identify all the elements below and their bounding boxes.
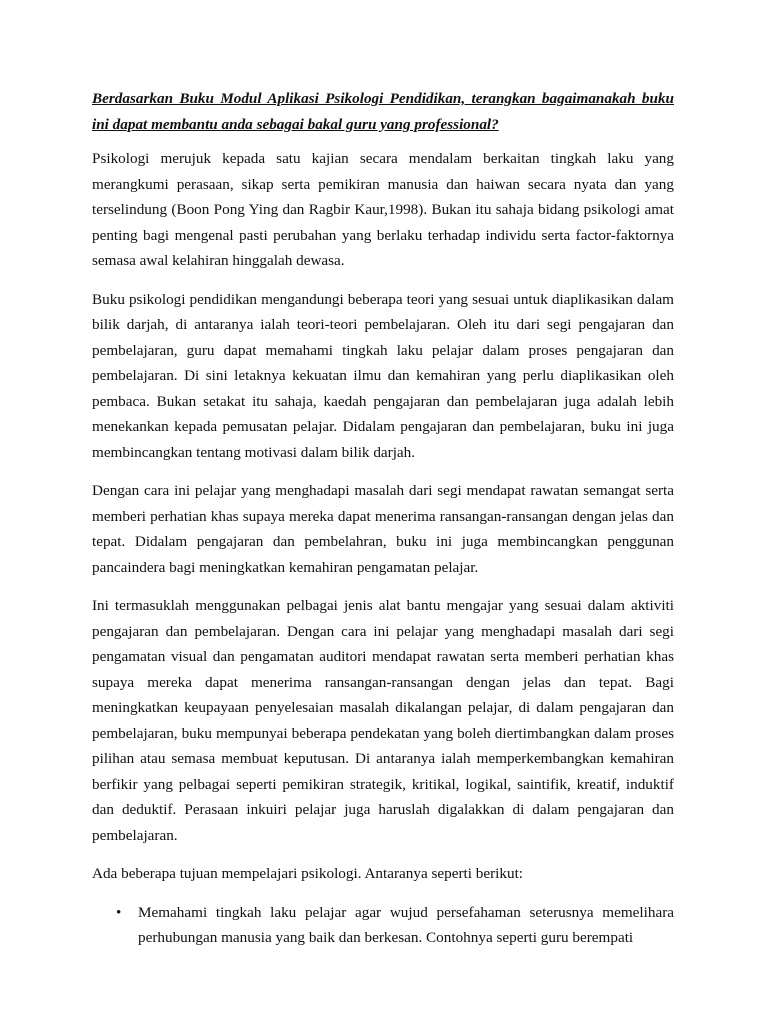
question-heading: Berdasarkan Buku Modul Aplikasi Psikologi Pendidikan, terangkan bagaimanakah buku ini dapat membantu anda sebagai bakal guru yang professional? — [92, 90, 674, 133]
list-item — [92, 900, 674, 951]
bullet-icon: • — [116, 903, 122, 921]
paragraph-5: Ada beberapa tujuan mempelajari psikologi. Antaranya seperti berikut: — [92, 865, 524, 882]
list-item-text: Memahami tingkah laku pelajar agar wujud persefahaman seterusnya memelihara perhubungan manusia yang baik dan berkesan. Contohnya seperti guru berempati — [138, 903, 674, 946]
paragraph-1: Psikologi merujuk kepada satu kajian secara mendalam berkaitan tingkah laku yang merangkumi perasaan, sikap serta pemikiran manusia dan haiwan secara nyata dan yang terselindung (Boon Pong Ying dan Ragbir Kaur,1998). Bukan itu sahaja bidang psikologi amat penting bagi mengenal pasti perubahan yang berlaku terhadap individu serta factor-faktornya semasa awal kelahiran hinggalah dewasa. — [92, 150, 674, 269]
paragraph-2: Buku psikologi pendidikan mengandungi beberapa teori yang sesuai untuk diaplikasikan dalam bilik darjah, di antaranya ialah teori-teori pembelajaran. Oleh itu dari segi pengajaran dan pembelajaran, guru dapat memahami tingkah laku pelajar dalam proses pengajaran dan pembelajaran. Di sini letaknya kekuatan ilmu dan kemahiran yang perlu diaplikasikan oleh pembaca. Bukan setakat itu sahaja, kaedah pengajaran dan pembelajaran juga adalah lebih menekankan kepada pemusatan pelajar. Didalam pengajaran dan pembelajaran, buku ini juga membincangkan tentang motivasi dalam bilik darjah. — [92, 290, 674, 461]
paragraph-4: Ini termasuklah menggunakan pelbagai jenis alat bantu mengajar yang sesuai dalam aktiviti pengajaran dan pembelajaran. Dengan cara ini pelajar yang menghadapi masalah dari segi pengamatan visual dan pengamatan auditori mendapat rawatan serta memberi perhatian khas supaya mereka dapat menerima ransangan-ransangan dengan jelas dan tepat. Bagi meningkatkan keupayaan penyelesaian masalah dikalangan pelajar, di dalam pengajaran dan pembelajaran, buku mempunyai beberapa pendekatan yang boleh diertimbangkan dalam proses pilihan atau semasa membuat keputusan. Di antaranya ialah memperkembangkan kemahiran berfikir yang pelbagai seperti pemikiran strategik, kritikal, logikal, saintifik, kreatif, induktif dan deduktif. Perasaan inkuiri pelajar juga haruslah digalakkan di dalam pengajaran dan pembelajaran. — [92, 597, 674, 844]
bullet-list — [92, 900, 674, 951]
paragraph-3: Dengan cara ini pelajar yang menghadapi masalah dari segi mendapat rawatan semangat serta memberi perhatian khas supaya mereka dapat menerima ransangan-ransangan dengan jelas dan tepat. Didalam pengajaran dan pembelahran, buku ini juga membincangkan penggunan pancaindera bagi meningkatkan kemahiran pengamatan pelajar. — [92, 482, 674, 576]
document-page — [92, 86, 674, 951]
